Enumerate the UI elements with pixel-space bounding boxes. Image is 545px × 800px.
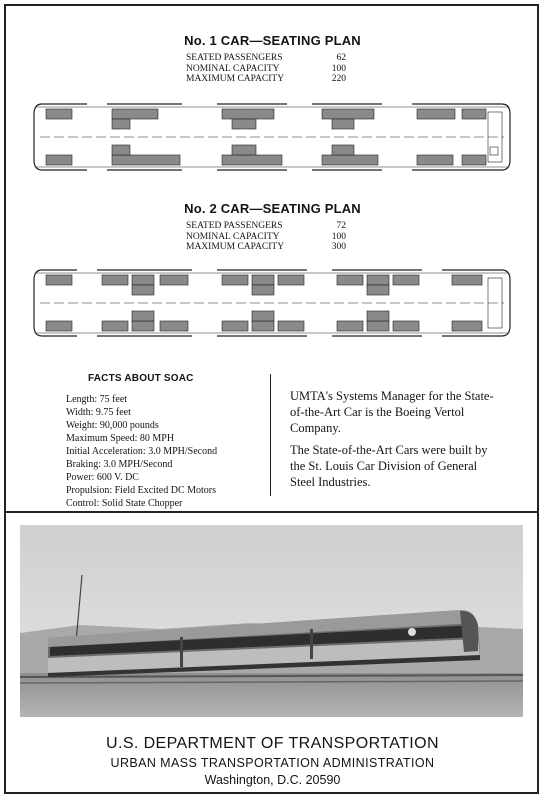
footer-address: Washington, D.C. 20590 [204, 773, 341, 787]
fact-item: Propulsion: Field Excited DC Motors [66, 485, 216, 496]
stat-value: 72 [336, 221, 346, 231]
footer-administration: URBAN MASS TRANSPORTATION ADMINISTRATION [110, 756, 435, 770]
fact-item: Length: 75 feet [66, 394, 128, 405]
stat-label: SEATED PASSENGERS [186, 53, 283, 63]
stat-label: MAXIMUM CAPACITY [186, 74, 285, 84]
train-photo [20, 525, 523, 717]
plan1-stat-row [186, 74, 346, 85]
stat-value: 100 [331, 63, 346, 74]
fact-item: Weight: 90,000 pounds [66, 420, 159, 431]
car1-seating-plan-diagram [32, 100, 512, 174]
fact-item: Control: Solid State Chopper [66, 498, 183, 509]
plan1-stats [186, 53, 346, 85]
builder-paragraph: The State-of-the-Art Cars were built by the St. Louis Car Division of General Steel Industries. [290, 443, 488, 489]
plan1-stat-row [186, 64, 346, 75]
section-divider [4, 511, 539, 513]
fact-item: Initial Acceleration: 3.0 MPH/Second [66, 446, 218, 457]
stat-value: 300 [331, 242, 346, 252]
stat-label: SEATED PASSENGERS [186, 221, 283, 231]
fact-item: Width: 9.75 feet [66, 407, 131, 418]
stat-value: 100 [331, 231, 346, 242]
facts-box [66, 372, 266, 510]
stat-label: NOMINAL CAPACITY [186, 231, 280, 242]
footer-department: U.S. DEPARTMENT OF TRANSPORTATION [106, 735, 439, 752]
facts-title: FACTS ABOUT SOAC [88, 373, 194, 384]
fact-item: Braking: 3.0 MPH/Second [66, 459, 173, 470]
plan2-stat-row [186, 232, 346, 243]
plan2-title: No. 2 CAR—SEATING PLAN [184, 201, 361, 216]
stat-value: 220 [331, 74, 346, 84]
systems-manager-paragraph: UMTA's Systems Manager for the State-of-the-Art Car is the Boeing Vertol Company. [290, 389, 494, 435]
stat-value: 62 [336, 53, 346, 63]
stat-label: NOMINAL CAPACITY [186, 63, 280, 74]
plan2-stat-row [186, 221, 346, 232]
stat-label: MAXIMUM CAPACITY [186, 242, 285, 252]
fact-item: Power: 600 V. DC [66, 472, 139, 483]
plan2-stats [186, 221, 346, 253]
plan1-stat-row [186, 53, 346, 64]
plan1-title: No. 1 CAR—SEATING PLAN [184, 33, 361, 48]
car2-seating-plan-diagram [32, 266, 512, 340]
fact-item: Maximum Speed: 80 MPH [66, 433, 175, 444]
vertical-divider [270, 374, 271, 496]
plan2-stat-row [186, 242, 346, 253]
